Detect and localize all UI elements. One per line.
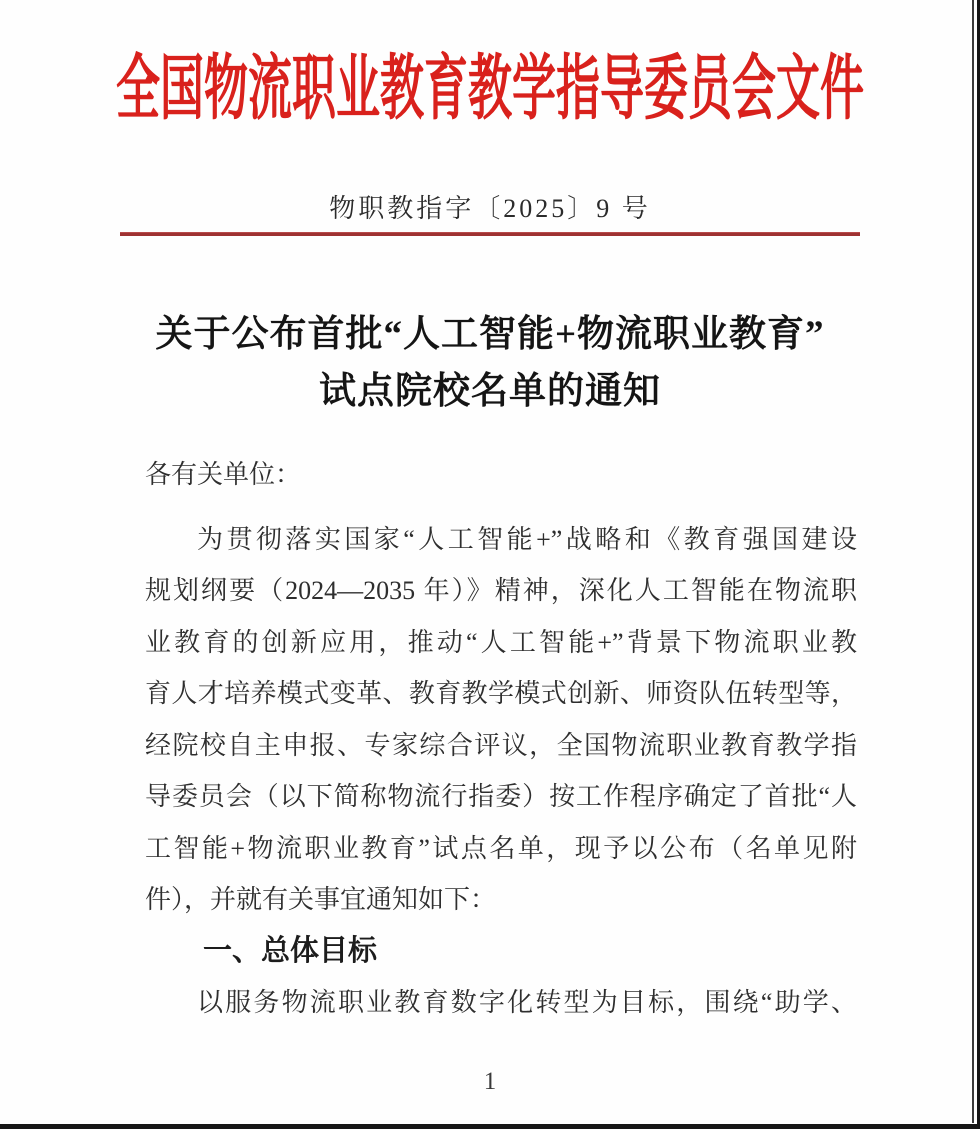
body-line: 经院校自主申报、专家综合评议，全国物流职业教育教学指 bbox=[145, 730, 857, 760]
letterhead-title: 全国物流职业教育教学指导委员会文件 bbox=[116, 49, 864, 129]
body-line: 育人才培养模式变革、教育教学模式创新、师资队伍转型等， bbox=[145, 679, 857, 708]
body-line: 规划纲要（2024—2035 年）》精神，深化人工智能在物流职 bbox=[145, 576, 857, 605]
body-lines bbox=[145, 449, 857, 1029]
section-heading: 一、总体目标 bbox=[203, 934, 378, 967]
document-reference-number: 物职教指字〔2025〕9 号 bbox=[329, 194, 651, 223]
body-line: 为贯彻落实国家“人工智能+”战略和《教育强国建设 bbox=[197, 524, 857, 554]
body-line: 工智能+物流职业教育”试点名单，现予以公布（名单见附 bbox=[145, 833, 857, 863]
scan-edge-bottom bbox=[0, 1124, 980, 1129]
body-line: 以服务物流职业教育数字化转型为目标，围绕“助学、 bbox=[197, 988, 857, 1017]
document-title-line2: 试点院校名单的通知 bbox=[319, 371, 661, 412]
scan-edge-right-inner bbox=[972, 0, 974, 1123]
body-line: 各有关单位： bbox=[145, 460, 302, 489]
document-title bbox=[0, 306, 980, 420]
red-divider-rule bbox=[120, 232, 860, 236]
document-title-line1: 关于公布首批“人工智能+物流职业教育” bbox=[155, 314, 825, 355]
page-number: 1 bbox=[483, 1068, 497, 1095]
body-line: 导委员会（以下简称物流行指委）按工作程序确定了首批“人 bbox=[145, 782, 857, 811]
body-line: 业教育的创新应用，推动“人工智能+”背景下物流职业教 bbox=[145, 627, 857, 657]
body-line: 件），并就有关事宜通知如下： bbox=[145, 885, 497, 914]
